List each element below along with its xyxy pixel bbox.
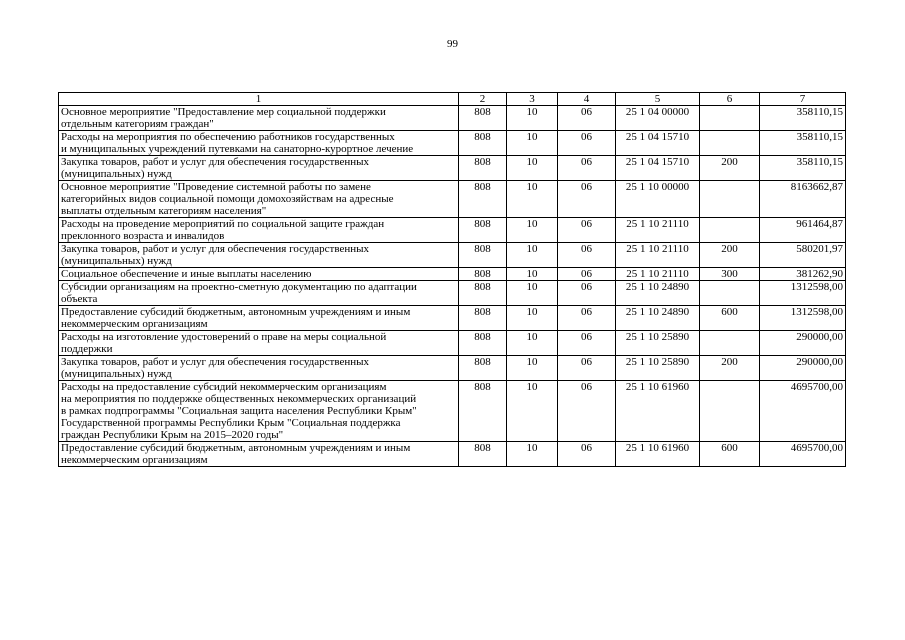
section-code-cell: 10 [507,442,558,467]
subsection-code-cell: 06 [558,381,616,442]
description-cell: Социальное обеспечение и иные выплаты населению [59,268,459,281]
expense-type-cell: 200 [700,356,760,381]
section-code-cell: 10 [507,106,558,131]
table-row [59,442,846,467]
table-row [59,268,846,281]
target-article-cell: 25 1 04 00000 [616,106,700,131]
subsection-code-cell: 06 [558,442,616,467]
subsection-code-cell: 06 [558,106,616,131]
description-cell: Предоставление субсидий бюджетным, автономным учреждениям и иным некоммерческим организациям [59,442,459,467]
subsection-code-cell: 06 [558,181,616,218]
target-article-cell: 25 1 10 24890 [616,306,700,331]
amount-cell: 4695700,00 [760,381,846,442]
section-code-cell: 10 [507,181,558,218]
administrator-code-cell: 808 [459,156,507,181]
expense-type-cell [700,281,760,306]
expense-type-cell [700,106,760,131]
target-article-cell: 25 1 10 61960 [616,381,700,442]
section-code-cell: 10 [507,156,558,181]
amount-cell: 358110,15 [760,156,846,181]
description-cell: Расходы на изготовление удостоверений о праве на меры социальной поддержки [59,331,459,356]
table-row [59,306,846,331]
subsection-code-cell: 06 [558,156,616,181]
column-header: 1 [59,93,459,106]
column-header: 6 [700,93,760,106]
amount-cell: 290000,00 [760,356,846,381]
description-cell: Закупка товаров, работ и услуг для обеспечения государственных (муниципальных) нужд [59,156,459,181]
target-article-cell: 25 1 04 15710 [616,131,700,156]
target-article-cell: 25 1 10 25890 [616,356,700,381]
table-row [59,131,846,156]
expense-type-cell: 300 [700,268,760,281]
amount-cell: 290000,00 [760,331,846,356]
amount-cell: 961464,87 [760,218,846,243]
table-row [59,381,846,442]
administrator-code-cell: 808 [459,331,507,356]
section-code-cell: 10 [507,268,558,281]
section-code-cell: 10 [507,356,558,381]
table-row [59,156,846,181]
description-cell: Расходы на мероприятия по обеспечению работников государственных и муниципальных учреждений путевками на санаторно-курортное лечение [59,131,459,156]
page-number: 99 [447,38,458,50]
table-row [59,218,846,243]
expense-type-cell: 200 [700,156,760,181]
administrator-code-cell: 808 [459,243,507,268]
subsection-code-cell: 06 [558,356,616,381]
description-cell: Основное мероприятие "Предоставление мер социальной поддержки отдельным категориям граждан" [59,106,459,131]
target-article-cell: 25 1 10 61960 [616,442,700,467]
amount-cell: 1312598,00 [760,281,846,306]
header-row [59,93,846,106]
description-cell: Основное мероприятие "Проведение системной работы по замене категорийных видов социальной помощи домохозяйствам на адресные выплаты отдельным категориям населения" [59,181,459,218]
amount-cell: 358110,15 [760,106,846,131]
administrator-code-cell: 808 [459,381,507,442]
section-code-cell: 10 [507,131,558,156]
table-row [59,281,846,306]
administrator-code-cell: 808 [459,281,507,306]
description-cell: Предоставление субсидий бюджетным, автономным учреждениям и иным некоммерческим организациям [59,306,459,331]
expense-type-cell: 600 [700,442,760,467]
expense-type-cell [700,331,760,356]
subsection-code-cell: 06 [558,281,616,306]
description-cell: Закупка товаров, работ и услуг для обеспечения государственных (муниципальных) нужд [59,356,459,381]
column-header: 4 [558,93,616,106]
administrator-code-cell: 808 [459,218,507,243]
subsection-code-cell: 06 [558,331,616,356]
section-code-cell: 10 [507,381,558,442]
table-row [59,356,846,381]
budget-table [58,92,846,467]
description-cell: Закупка товаров, работ и услуг для обеспечения государственных (муниципальных) нужд [59,243,459,268]
expense-type-cell [700,181,760,218]
column-header: 7 [760,93,846,106]
section-code-cell: 10 [507,281,558,306]
section-code-cell: 10 [507,218,558,243]
table-row [59,106,846,131]
amount-cell: 358110,15 [760,131,846,156]
expense-type-cell [700,381,760,442]
administrator-code-cell: 808 [459,106,507,131]
amount-cell: 4695700,00 [760,442,846,467]
subsection-code-cell: 06 [558,268,616,281]
administrator-code-cell: 808 [459,356,507,381]
target-article-cell: 25 1 10 24890 [616,281,700,306]
table-row [59,331,846,356]
description-cell: Субсидии организациям на проектно-сметную документацию по адаптации объекта [59,281,459,306]
target-article-cell: 25 1 10 21110 [616,268,700,281]
subsection-code-cell: 06 [558,131,616,156]
amount-cell: 381262,90 [760,268,846,281]
section-code-cell: 10 [507,306,558,331]
section-code-cell: 10 [507,331,558,356]
amount-cell: 1312598,00 [760,306,846,331]
table-row [59,181,846,218]
subsection-code-cell: 06 [558,306,616,331]
administrator-code-cell: 808 [459,268,507,281]
administrator-code-cell: 808 [459,306,507,331]
subsection-code-cell: 06 [558,218,616,243]
administrator-code-cell: 808 [459,131,507,156]
target-article-cell: 25 1 10 00000 [616,181,700,218]
description-cell: Расходы на предоставление субсидий некоммерческим организациям на мероприятия по поддержке общественных некоммерческих организаций в рамках подпрограммы "Социальная защита населения Республики Крым" Государственной программы Республики Крым "Социальная поддержка граждан Республики Крым на 2015–2020 годы" [59,381,459,442]
target-article-cell: 25 1 10 25890 [616,331,700,356]
expense-type-cell [700,218,760,243]
expense-type-cell: 600 [700,306,760,331]
amount-cell: 580201,97 [760,243,846,268]
column-header: 2 [459,93,507,106]
target-article-cell: 25 1 10 21110 [616,243,700,268]
section-code-cell: 10 [507,243,558,268]
column-header: 3 [507,93,558,106]
column-header: 5 [616,93,700,106]
target-article-cell: 25 1 04 15710 [616,156,700,181]
expense-type-cell: 200 [700,243,760,268]
target-article-cell: 25 1 10 21110 [616,218,700,243]
subsection-code-cell: 06 [558,243,616,268]
description-cell: Расходы на проведение мероприятий по социальной защите граждан преклонного возраста и инвалидов [59,218,459,243]
administrator-code-cell: 808 [459,442,507,467]
amount-cell: 8163662,87 [760,181,846,218]
table-row [59,243,846,268]
expense-type-cell [700,131,760,156]
administrator-code-cell: 808 [459,181,507,218]
